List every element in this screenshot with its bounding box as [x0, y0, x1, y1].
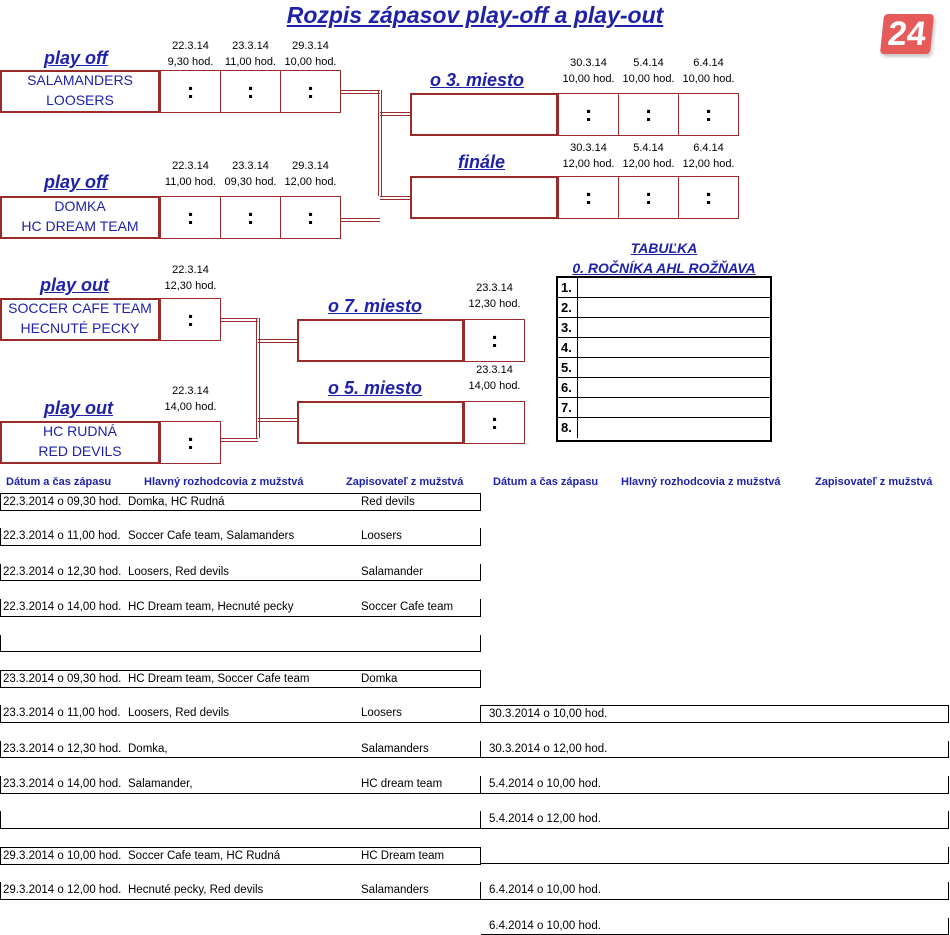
schedule-row [481, 847, 949, 865]
schedule-cell: 5.4.2014 o 12,00 hod. [489, 813, 601, 826]
rank-number: 8. [558, 418, 578, 438]
schedule-cell: Red devils [361, 496, 415, 508]
schedule-cell: Salamander, [128, 778, 193, 791]
match-date: 30.3.14 [570, 57, 607, 69]
schedule-cell: HC dream team [361, 778, 443, 791]
match-time: 12,30 hod. [164, 280, 217, 292]
score-box: : [160, 421, 221, 464]
rank-number: 1. [558, 278, 578, 297]
connector-line [258, 339, 297, 340]
score-box: : [220, 196, 281, 239]
connector-line [380, 199, 410, 200]
schedule-cell: HC Dream team, Soccer Cafe team [128, 672, 310, 685]
score-box: : [160, 196, 221, 239]
final-box [297, 401, 464, 444]
connector-line [340, 218, 380, 219]
connector-line [381, 90, 382, 196]
connector-line [258, 418, 297, 419]
match-date: 23.3.14 [232, 40, 269, 52]
bracket-label: play off [44, 172, 108, 192]
rank-number: 6. [558, 378, 578, 397]
score-box: : [618, 93, 679, 136]
match-time: 10,00 hod. [284, 56, 337, 68]
team-name: HECNUTÉ PECKY [20, 320, 140, 336]
match-date: 23.3.14 [476, 282, 513, 294]
match-date: 5.4.14 [633, 142, 664, 154]
schedule-row [481, 811, 949, 829]
connector-line [380, 196, 410, 197]
score-box: : [160, 298, 221, 341]
match-date: 22.3.14 [172, 264, 209, 276]
team-name: SOCCER CAFE TEAM [8, 300, 152, 316]
score-box: : [220, 70, 281, 113]
match-time: 12,00 hod. [682, 158, 735, 170]
connector-line [220, 438, 258, 439]
connector-line [340, 93, 380, 94]
bracket-label: play out [40, 275, 110, 295]
score-box: : [464, 401, 525, 444]
final-label: o 7. miesto [328, 296, 423, 316]
schedule-cell: 23.3.2014 o 11,00 hod. [3, 707, 121, 720]
schedule-cell: Loosers, Red devils [128, 565, 229, 578]
score-box: : [618, 176, 679, 219]
schedule-cell: 23.3.2014 o 14,00 hod. [3, 778, 122, 791]
schedule-cell: Soccer Cafe team, HC Rudná [128, 849, 281, 862]
schedule-row [0, 741, 481, 759]
schedule-cell: Soccer Cafe team [361, 601, 454, 614]
standings-row [558, 278, 770, 298]
match-time: 11,00 hod. [164, 176, 217, 188]
schedule-cell: 5.4.2014 o 10,00 hod. [489, 778, 601, 791]
schedule-row [481, 741, 949, 759]
schedule-cell: Loosers, Red devils [128, 707, 229, 720]
connector-line [258, 342, 297, 343]
match-date: 23.3.14 [232, 160, 269, 172]
schedule-cell: Domka, [128, 742, 168, 755]
score-box: : [558, 93, 619, 136]
schedule-cell: 22.3.2014 o 14,00 hod. [3, 601, 122, 614]
match-time: 09,30 hod. [224, 176, 277, 188]
standings-row [558, 338, 770, 358]
connector-line [220, 321, 258, 322]
match-time: 10,00 hod. [622, 73, 675, 85]
standings-row [558, 378, 770, 398]
schedule-cell: Hecnuté pecky, Red devils [128, 884, 264, 897]
header-scorer: Zapisovateľ z mužstvá [815, 476, 933, 488]
match-time: 9,30 hod. [167, 56, 214, 68]
connector-line [256, 318, 257, 438]
connector-line [380, 115, 410, 116]
schedule-row [0, 811, 481, 829]
header-referee: Hlavný rozhodcovia z mužstvá [144, 476, 304, 488]
header-referee: Hlavný rozhodcovia z mužstvá [621, 476, 781, 488]
rank-number: 4. [558, 338, 578, 357]
header-date: Dátum a čas zápasu [493, 476, 599, 488]
schedule-row [481, 776, 949, 794]
schedule-cell: Domka, HC Rudná [128, 496, 225, 508]
table-title: TABUĽKA [630, 240, 698, 256]
team-name: LOOSERS [46, 92, 114, 108]
match-time: 12,00 hod. [562, 158, 615, 170]
bracket-label: play out [44, 398, 114, 418]
schedule-cell: Salamanders [361, 742, 429, 755]
schedule-cell: Soccer Cafe team, Salamanders [128, 530, 295, 543]
score-box: : [558, 176, 619, 219]
rank-number: 3. [558, 318, 578, 337]
match-time: 12,30 hod. [468, 298, 521, 310]
schedule-row [0, 776, 481, 794]
match-time: 14,00 hod. [468, 380, 521, 392]
match-time: 12,00 hod. [284, 176, 337, 188]
schedule-cell: Salamander [361, 565, 424, 578]
final-box [297, 319, 464, 362]
schedule-cell: 30.3.2014 o 10,00 hod. [489, 708, 608, 721]
match-time: 11,00 hod. [224, 56, 277, 68]
match-date: 23.3.14 [476, 364, 513, 376]
schedule-cell: 23.3.2014 o 12,30 hod. [3, 742, 122, 755]
team-name: HC DREAM TEAM [21, 218, 139, 234]
schedule-cell: HC Dream team [361, 849, 445, 862]
match-date: 30.3.14 [570, 142, 607, 154]
schedule-cell: Domka [361, 672, 398, 685]
schedule-row [481, 705, 949, 723]
connector-line [378, 90, 379, 196]
schedule-row [481, 918, 949, 935]
rank-number: 5. [558, 358, 578, 377]
schedule-row [0, 528, 481, 546]
score-box: : [678, 93, 739, 136]
page-title: Rozpis zápasov play-off a play-out [286, 2, 664, 28]
match-date: 5.4.14 [633, 57, 664, 69]
match-date: 6.4.14 [693, 57, 724, 69]
schedule-cell: Loosers [361, 530, 402, 543]
match-date: 29.3.14 [292, 40, 329, 52]
final-label: o 3. miesto [430, 70, 525, 90]
logo-24: 24 [880, 14, 934, 54]
score-box: : [678, 176, 739, 219]
schedule-cell: 6.4.2014 o 10,00 hod. [489, 884, 601, 897]
match-time: 10,00 hod. [562, 73, 615, 85]
schedule-cell: 30.3.2014 o 12,00 hod. [489, 742, 608, 755]
score-box: : [464, 319, 525, 362]
connector-line [258, 421, 297, 422]
score-box: : [280, 196, 341, 239]
match-date: 22.3.14 [172, 40, 209, 52]
match-date: 29.3.14 [292, 160, 329, 172]
standings-row [558, 298, 770, 318]
match-date: 22.3.14 [172, 160, 209, 172]
final-label: finále [458, 152, 506, 172]
final-box [410, 176, 558, 219]
schedule-row [0, 705, 481, 723]
schedule-cell: HC Dream team, Hecnuté pecky [128, 601, 294, 614]
schedule-cell: 29.3.2014 o 12,00 hod. [3, 884, 122, 897]
standings-row [558, 398, 770, 418]
schedule-row [0, 599, 481, 617]
schedule-row [0, 635, 481, 653]
connector-line [220, 441, 258, 442]
match-time: 12,00 hod. [622, 158, 675, 170]
score-box: : [160, 70, 221, 113]
match-time: 10,00 hod. [682, 73, 735, 85]
rank-number: 7. [558, 398, 578, 417]
schedule-row [0, 882, 481, 900]
connector-line [340, 221, 380, 222]
table-subtitle: 0. ROČNÍKA AHL ROŽŇAVA [572, 260, 756, 276]
standings-row [558, 318, 770, 338]
schedule-cell: 29.3.2014 o 10,00 hod. [3, 849, 122, 862]
header-scorer: Zapisovateľ z mužstvá [346, 476, 464, 488]
connector-line [220, 318, 258, 319]
team-name: SALAMANDERS [27, 72, 133, 88]
rank-number: 2. [558, 298, 578, 317]
header-date: Dátum a čas zápasu [6, 476, 112, 488]
score-box: : [280, 70, 341, 113]
schedule-cell: 23.3.2014 o 09,30 hod. [3, 672, 122, 685]
standings-row [558, 358, 770, 378]
schedule-cell: 22.3.2014 o 11,00 hod. [3, 530, 121, 543]
match-date: 6.4.14 [693, 142, 724, 154]
final-label: o 5. miesto [328, 378, 423, 398]
match-time: 14,00 hod. [164, 401, 217, 413]
schedule-row [0, 670, 481, 688]
bracket-label: play off [44, 48, 108, 68]
team-name: RED DEVILS [38, 443, 122, 459]
schedule-row [0, 493, 481, 511]
final-box [410, 93, 558, 136]
schedule-cell: 22.3.2014 o 12,30 hod. [3, 565, 122, 578]
schedule-row [481, 882, 949, 900]
connector-line [259, 318, 260, 438]
schedule-row [0, 847, 481, 865]
schedule-row [0, 564, 481, 582]
standings-row [558, 418, 770, 438]
team-name: DOMKA [54, 198, 106, 214]
match-date: 22.3.14 [172, 385, 209, 397]
schedule-cell: 6.4.2014 o 10,00 hod. [489, 919, 601, 932]
standings-table [556, 276, 772, 442]
connector-line [380, 112, 410, 113]
connector-line [340, 90, 380, 91]
team-name: HC RUDNÁ [43, 423, 117, 439]
schedule-cell: 22.3.2014 o 09,30 hod. [3, 496, 122, 508]
schedule-cell: Salamanders [361, 884, 429, 897]
schedule-cell: Loosers [361, 707, 402, 720]
